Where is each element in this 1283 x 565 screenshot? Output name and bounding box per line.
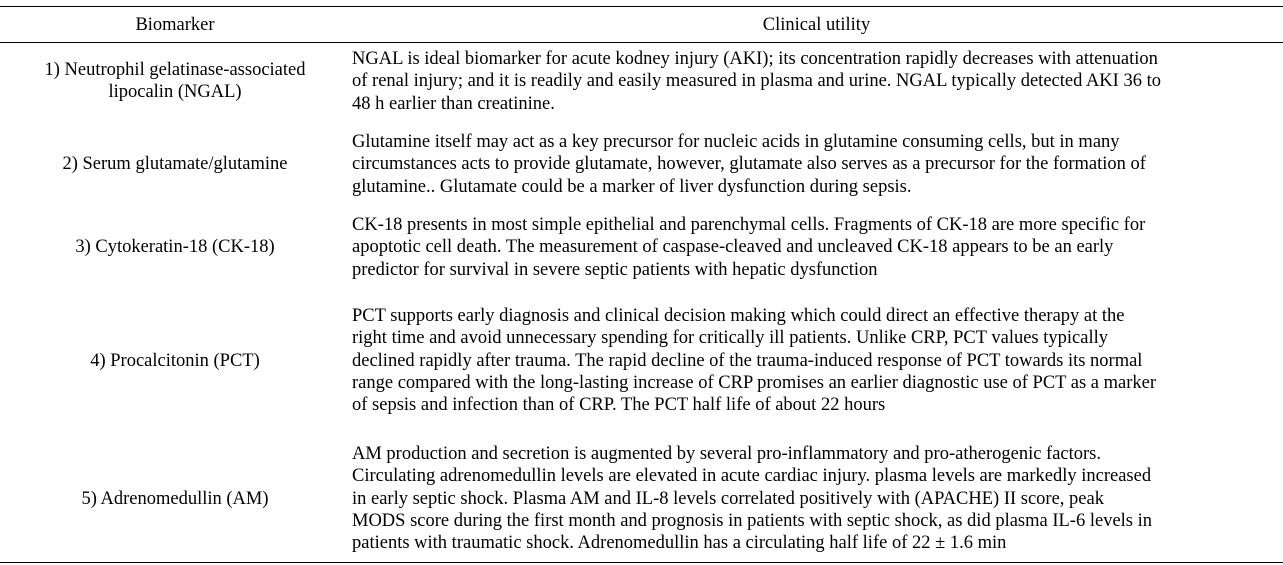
utility-line: circumstances acts to provide glutamate, however, glutamate also serves as a precursor for the formation of [352, 154, 1146, 175]
table-top-rule [0, 6, 1283, 7]
utility-line: right time and avoid unnecessary spending for critically ill patients. Unlike CRP, PCT values typically [352, 328, 1108, 349]
clinical-utility-cell [352, 305, 1278, 416]
utility-line: range compared with the long-lasting increase of CRP promises an earlier diagnostic use of PCT as a marker [352, 372, 1157, 393]
utility-line: of renal injury; and it is readily and easily measured in plasma and urine. NGAL typically detected AKI 36 to [352, 71, 1161, 92]
clinical-utility-cell [352, 131, 1278, 198]
clinical-utility-cell [352, 443, 1278, 554]
biomarker-line: 1) Neutrophil gelatinase-associated [44, 60, 306, 80]
biomarker-line: lipocalin (NGAL) [108, 82, 242, 102]
utility-line: apoptotic cell death. The measurement of caspase-cleaved and uncleaved CK-18 appears to be an early [352, 237, 1114, 258]
table-header-rule [0, 42, 1283, 43]
biomarker-cell [0, 46, 350, 116]
biomarker-cell [0, 212, 350, 282]
utility-line: MODS score during the first month and prognosis in patients with septic shock, as did plasma IL-6 levels in [352, 510, 1153, 531]
biomarker-cell [0, 441, 350, 556]
table-row [0, 441, 1283, 556]
biomarker-line: 5) Adrenomedullin (AM) [81, 488, 269, 509]
table-row [0, 303, 1283, 418]
utility-line: NGAL is ideal biomarker for acute kodney injury (AKI); its concentration rapidly decreases with attenuation [352, 49, 1158, 69]
biomarker-line: 3) Cytokeratin-18 (CK-18) [75, 237, 275, 257]
utility-line: CK-18 presents in most simple epithelial and parenchymal cells. Fragments of CK-18 are more specific for [352, 215, 1146, 235]
utility-line: Glutamine itself may act as a key precursor for nucleic acids in glutamine consuming cells, but in many [352, 132, 1120, 152]
header-biomarker: Biomarker [135, 15, 215, 35]
clinical-utility-cell [352, 48, 1278, 115]
table-row [0, 129, 1283, 199]
utility-line: Circulating adrenomedullin levels are elevated in acute cardiac injury. plasma levels are markedly increased [352, 466, 1152, 487]
table-row [0, 212, 1283, 282]
biomarker-line: 4) Procalcitonin (PCT) [90, 350, 260, 371]
biomarker-cell [0, 129, 350, 199]
header-clinical-utility: Clinical utility [762, 15, 871, 35]
utility-line: of sepsis and infection than of CRP. The PCT half life of about 22 hours [352, 395, 886, 416]
utility-line: patients with traumatic shock. Adrenomedullin has a circulating half life of 22 ± 1.6 min [352, 533, 1007, 554]
utility-line: AM production and secretion is augmented by several pro-inflammatory and pro-atherogenic factors. [352, 444, 1101, 464]
utility-line: in early septic shock. Plasma AM and IL-8 levels correlated positively with (APACHE) II score, peak [352, 488, 1104, 509]
utility-line: 48 h earlier than creatinine. [352, 93, 555, 114]
biomarker-cell [0, 303, 350, 418]
utility-line: PCT supports early diagnosis and clinical decision making which could direct an effective therapy at the [352, 306, 1125, 326]
utility-line: predictor for survival in severe septic patients with hepatic dysfunction [352, 259, 878, 280]
utility-line: glutamine.. Glutamate could be a marker of liver dysfunction during sepsis. [352, 176, 912, 197]
table-bottom-rule [0, 562, 1283, 563]
clinical-utility-cell [352, 214, 1278, 281]
table-row [0, 46, 1283, 116]
utility-line: declined rapidly after trauma. The rapid decline of the trauma-induced response of PCT towards its normal [352, 350, 1143, 371]
biomarker-line: 2) Serum glutamate/glutamine [62, 154, 288, 174]
